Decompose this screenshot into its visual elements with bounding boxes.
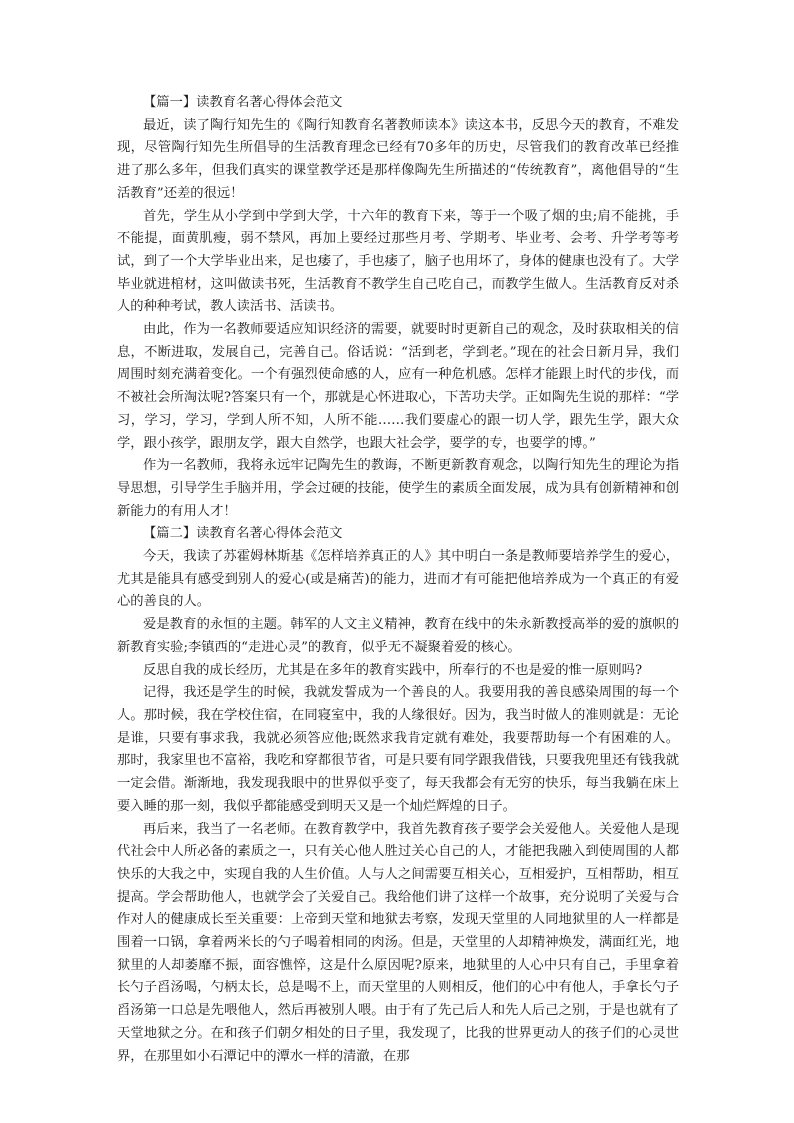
section-two-paragraph: 爱是教育的永恒的主题。韩军的人文主义精神，教育在线中的朱永新教授高举的爱的旗帜的新教育实验;李镇西的“走进心灵”的教育，似乎无不凝聚着爱的核心。 [117, 617, 679, 655]
section-one-title: 【篇一】读教育名著心得体会范文 [143, 95, 343, 110]
section-two-paragraph: 记得，我还是学生的时候，我就发誓成为一个善良的人。我要用我的善良感染周围的每一个人。那时候，我在学校住宿，在同寝室中，我的人缘很好。因为，我当时做人的准则就是：无论是谁，只要有事求我，我就必须答应他;既然求我肯定就有难处，我要帮助每一个有困难的人。那时，我家里也不富裕，我吃和穿都很节省，可是只要有同学跟我借钱，只要我兜里还有钱我就一定会借。渐渐地，我发现我眼中的世界似乎变了，每天我都会有无穷的快乐，每当我躺在床上要入睡的那一刻，我似乎都能感受到明天又是一个灿烂辉煌的日子。 [117, 685, 679, 814]
section-two-paragraph: 今天，我读了苏霍姆林斯基《怎样培养真正的人》其中明白一条是教师要培养学生的爱心，尤其是能具有感受到别人的爱心(或是痛苦)的能力，进而才有可能把他培养成为一个真正的有爱心的善良的人。 [117, 549, 679, 610]
section-one-paragraph: 作为一名教师，我将永远牢记陶先生的教诲，不断更新教育观念，以陶行知先生的理论为指导思想，引导学生手脑并用，学会过硬的技能，使学生的素质全面发展，成为具有创新精神和创新能力的有用人才！ [117, 458, 679, 519]
section-one-paragraph: 由此，作为一名教师要适应知识经济的需要，就要时时更新自己的观念，及时获取相关的信息，不断进取，发展自己，完善自己。俗话说：“活到老，学到老。”现在的社会日新月异，我们周围时刻充满着变化。一个有强烈使命感的人，应有一种危机感。怎样才能跟上时代的步伐，而不被社会所淘汰呢?答案只有一个，那就是心怀进取心，下苦功夫学。正如陶先生说的那样：“学习，学习，学习，学到人所不知，人所不能……我们要虚心的跟一切人学，跟先生学，跟大众学，跟小孩学，跟朋友学，跟大自然学，也跟大社会学，要学的专，也要学的博。” [117, 322, 679, 451]
section-one-paragraph: 首先，学生从小学到中学到大学，十六年的教育下来，等于一个吸了烟的虫;肩不能挑，手不能提，面黄肌瘦，弱不禁风，再加上要经过那些月考、学期考、毕业考、会考、升学考等考试，到了一个大学毕业出来，足也痿了，手也痿了，脑子也用坏了，身体的健康也没有了。大学毕业就进棺材，这叫做读书死，生活教育不教学生自己吃自己，而教学生做人。生活教育反对杀人的种种考试，教人读活书、活读书。 [117, 208, 679, 315]
section-two-paragraph: 反思自我的成长经历，尤其是在多年的教育实践中，所奉行的不也是爱的惟一原则吗? [143, 662, 643, 678]
section-two-paragraph: 再后来，我当了一名老师。在教育教学中，我首先教育孩子要学会关爱他人。关爱他人是现代社会中人所必备的素质之一，只有关心他人胜过关心自己的人，才能把我融入到使周围的人都快乐的大我之中，实现自我的人生价值。人与人之间需要互相关心，互相爱护，互相帮助，相互提高。学会帮助他人，也就学会了关爱自己。我给他们讲了这样一个故事，充分说明了关爱与合作对人的健康成长至关重要：上帝到天堂和地狱去考察，发现天堂里的人同地狱里的人一样都是围着一口锅，拿着两米长的勺子喝着相同的肉汤。但是，天堂里的人却精神焕发，满面红光，地狱里的人却萎靡不振，面容憔悴，这是什么原因呢?原来，地狱里的人心中只有自己，手里拿着长勺子舀汤喝，勺柄太长，总是喝不上，而天堂里的人则相反，他们的心中有他人，手拿长勺子舀汤第一口总是先喂他人，然后再被别人喂。由于有了先己后人和先人后己之别，于是也就有了天堂地狱之分。在和孩子们朝夕相处的日子里，我发现了，比我的世界更动人的孩子们的心灵世界，在那里如小石潭记中的潭水一样的清澈，在那 [117, 821, 679, 1064]
section-one [117, 92, 679, 523]
document-page [117, 92, 679, 1068]
section-two [117, 523, 679, 1068]
section-one-paragraph: 最近，读了陶行知先生的《陶行知教育名著教师读本》读这本书，反思今天的教育，不难发现，尽管陶行知先生所倡导的生活教育理念已经有70多年的历史，尽管我们的教育改革已经推进了那么多年，但我们真实的课堂教学还是那样像陶先生所描述的“传统教育”，离他倡导的“生活教育”还差的很远！ [117, 117, 679, 201]
section-two-title: 【篇二】读教育名著心得体会范文 [143, 526, 343, 542]
